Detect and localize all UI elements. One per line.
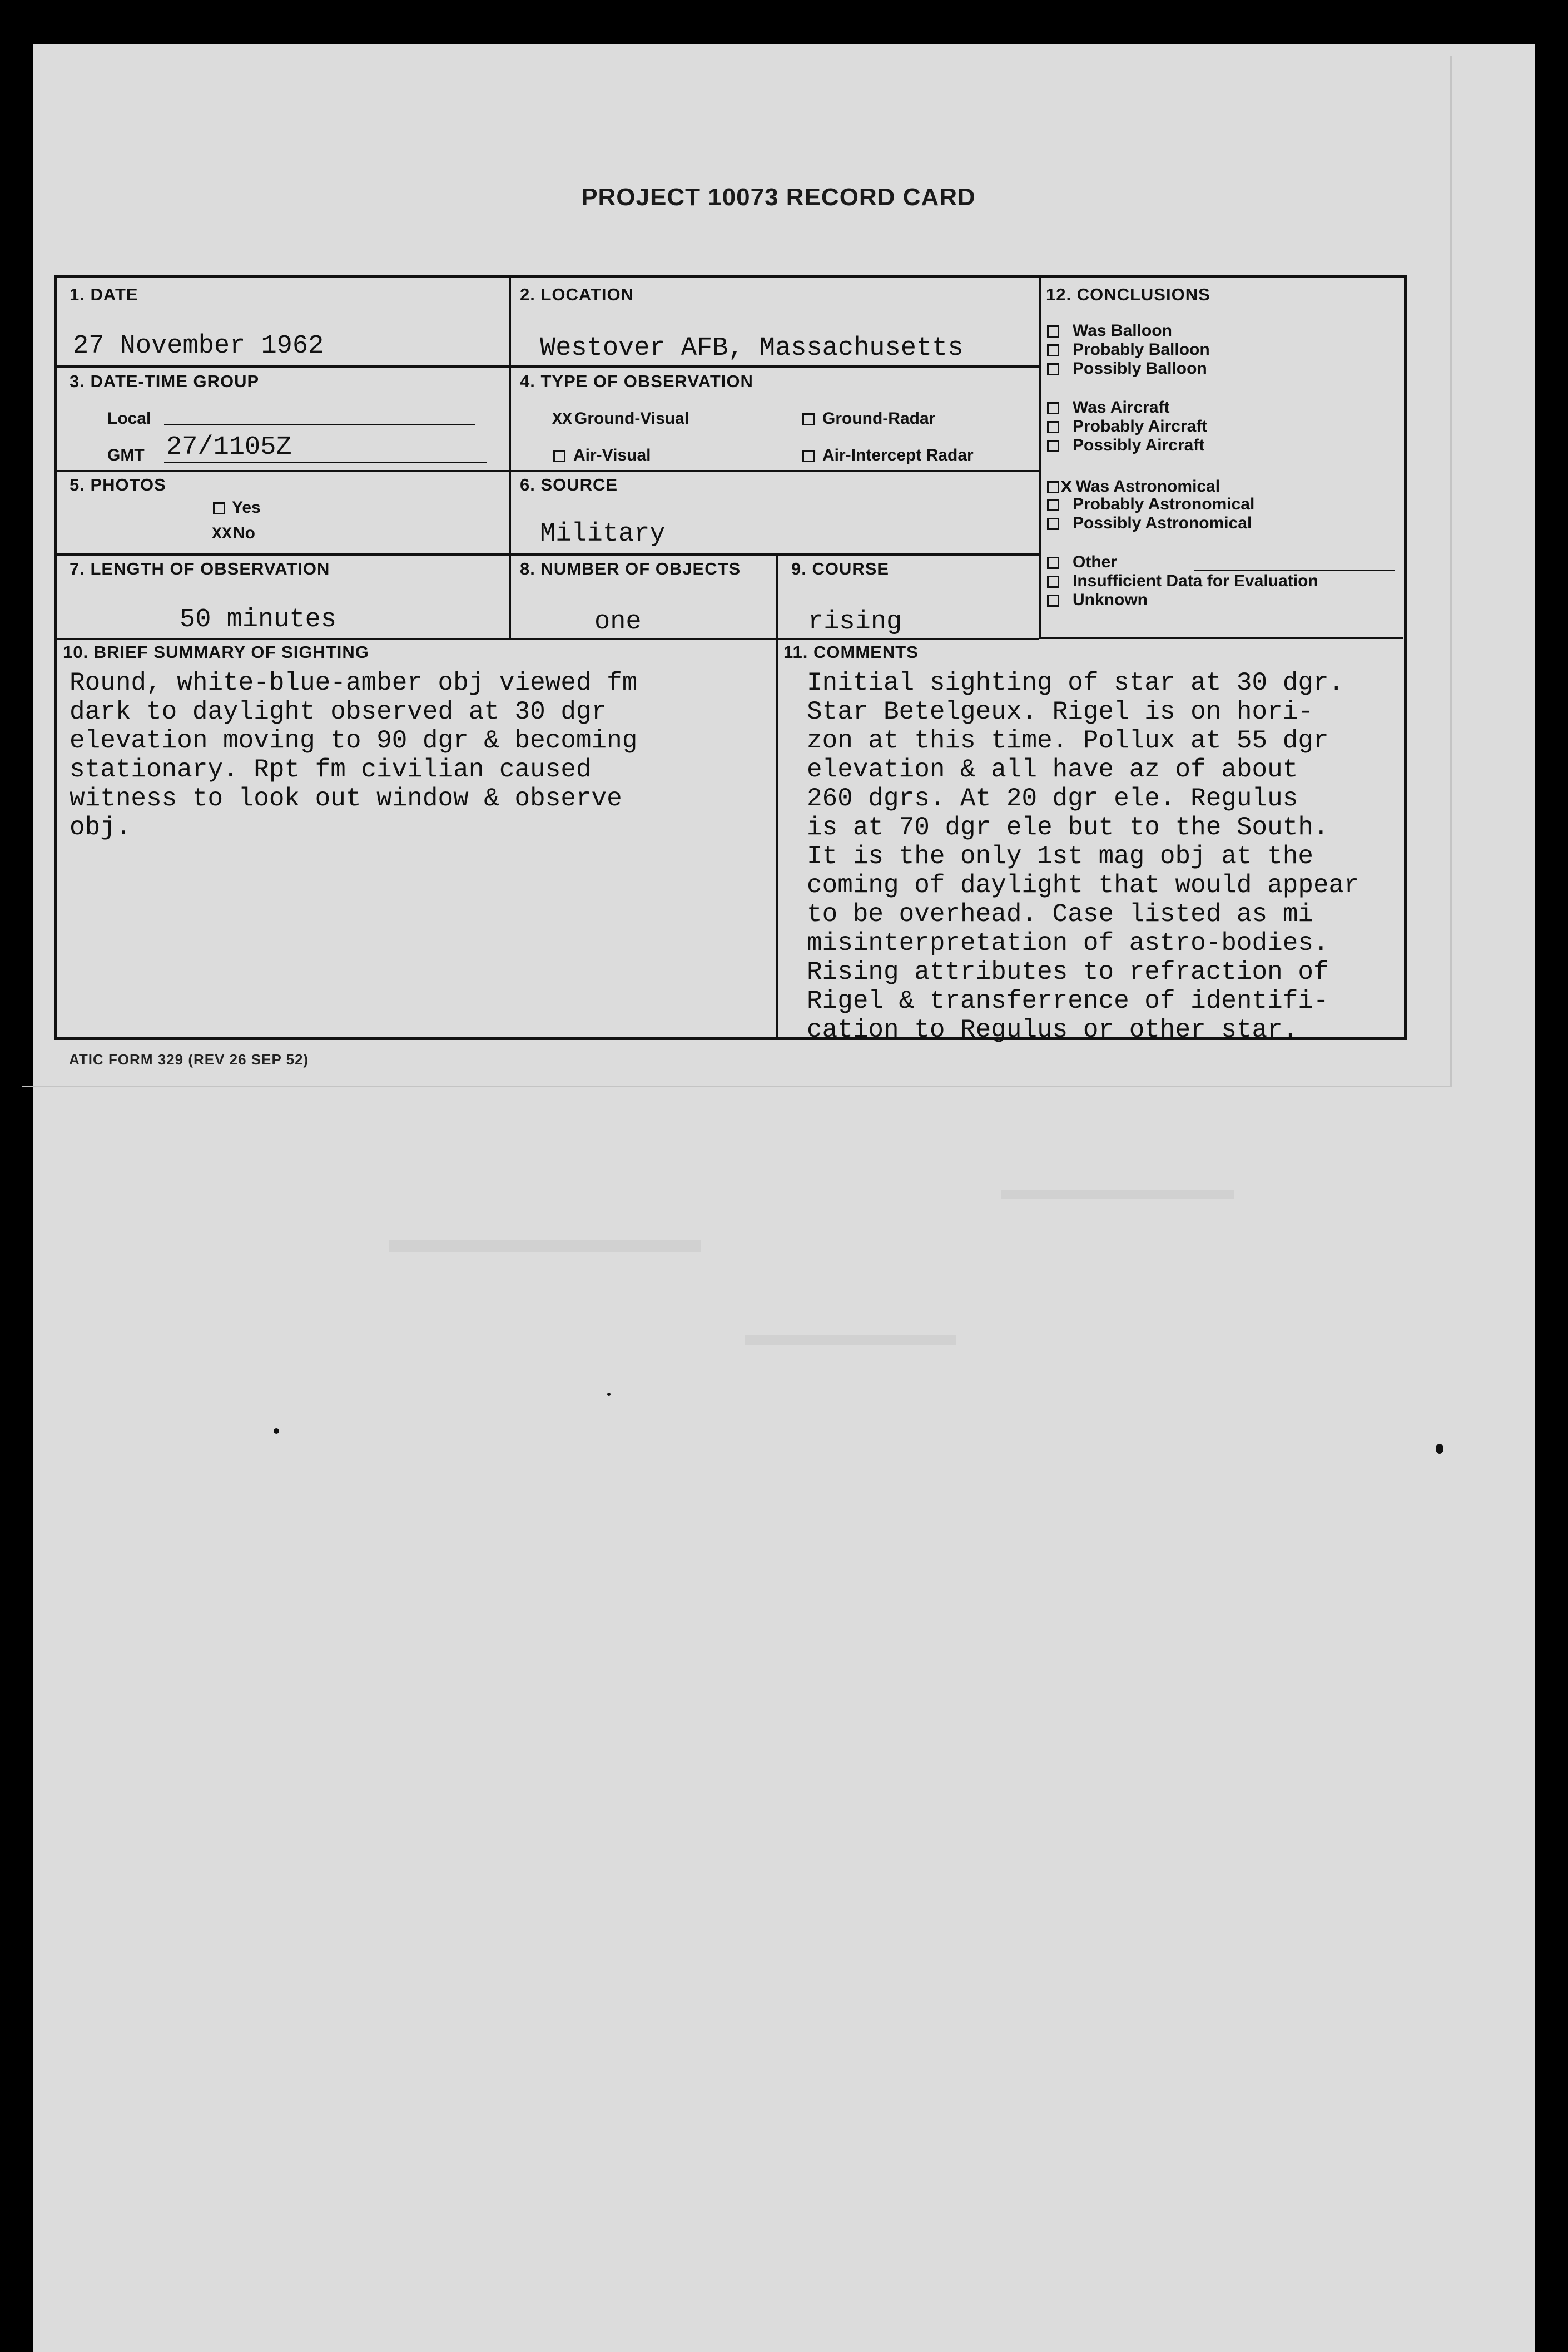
checkbox-icon [1047,344,1059,356]
comments-line: Rigel & transferrence of identifi- [807,987,1329,1016]
summary-line: dark to daylight observed at 30 dgr [70,697,607,726]
checkbox-icon [1047,325,1059,338]
comments-line: Rising attributes to refraction of [807,958,1329,987]
checkbox-icon [1047,402,1059,414]
summary-line: witness to look out window & observe [70,784,622,813]
course-label: 9. COURSE [791,559,890,578]
checkbox-icon [802,413,815,425]
conclusions-label: 12. CONCLUSIONS [1046,285,1210,304]
conclusion-text: Probably Astronomical [1073,495,1255,513]
length-value: 50 minutes [180,605,337,635]
air-visual-text: Air-Visual [573,446,651,464]
checkbox-icon [1047,595,1059,607]
dtg-local-line [164,424,475,425]
option-ground-radar [802,409,935,428]
date-value: 27 November 1962 [73,331,324,361]
conclusion-was-astronomical [1047,475,1220,498]
summary-line: stationary. Rpt fm civilian caused [70,755,592,784]
checkbox-icon [802,450,815,462]
comments-line: cation to Regulus or other star. [807,1016,1298,1044]
comments-line: 260 dgrs. At 20 dgr ele. Regulus [807,784,1298,813]
conclusion-text: Was Balloon [1073,321,1172,340]
option-air-intercept [802,446,974,465]
scan-smudge [1001,1190,1234,1199]
option-air-visual [553,446,651,465]
comments-line: is at 70 dgr ele but to the South. [807,813,1329,842]
conclusion-text: Was Astronomical [1075,477,1220,496]
conclusion-probably-balloon [1047,340,1210,359]
course-value: rising [808,607,902,637]
dtg-gmt-label: GMT [107,446,145,464]
divider [509,278,511,638]
conclusion-text: Other [1073,553,1118,571]
conclusion-text: Unknown [1073,591,1148,609]
checkbox-icon [1047,499,1059,511]
divider [776,553,778,638]
objects-value: one [594,607,642,637]
comments-line: It is the only 1st mag obj at the [807,842,1313,871]
checkbox-icon [553,450,565,462]
summary-line: elevation moving to 90 dgr & becoming [70,726,638,755]
comments-line: misinterpretation of astro-bodies. [807,929,1329,958]
scan-smudge [389,1240,701,1252]
divider [1039,637,1403,639]
divider [57,365,1039,368]
other-line [1194,570,1395,571]
checkbox-icon [1047,576,1059,588]
comments-line: Star Betelgeux. Rigel is on hori- [807,697,1313,726]
divider [1039,278,1041,637]
comments-line: elevation & all have az of about [807,755,1298,784]
comments-text [807,669,1359,1044]
checkbox-icon [1047,481,1059,493]
conclusion-text: Possibly Aircraft [1073,436,1205,454]
conclusion-text: Probably Balloon [1073,340,1210,359]
conclusion-was-balloon [1047,321,1172,340]
comments-line: coming of daylight that would appear [807,871,1359,900]
conclusion-other [1047,553,1117,572]
ground-radar-text: Ground-Radar [822,409,936,428]
conclusion-probably-aircraft [1047,417,1207,436]
air-intercept-text: Air-Intercept Radar [822,446,974,464]
date-label: 1. DATE [70,285,138,304]
location-label: 2. LOCATION [520,285,634,304]
divider [57,470,1039,472]
conclusion-possibly-aircraft [1047,436,1204,455]
length-label: 7. LENGTH OF OBSERVATION [70,559,330,578]
conclusion-text: Insufficient Data for Evaluation [1073,572,1318,590]
source-value: Military [540,519,666,549]
checkbox-icon [213,502,225,514]
scan-speck [274,1428,279,1434]
dtg-gmt-line [164,462,487,463]
conclusion-possibly-astronomical [1047,514,1252,533]
photos-no-text: No [233,524,256,542]
conclusion-possibly-balloon [1047,359,1207,378]
checkbox-icon [1047,421,1059,433]
comments-line: to be overhead. Case listed as mi [807,900,1313,929]
location-value: Westover AFB, Massachusetts [540,334,964,363]
conclusion-probably-astronomical [1047,495,1254,514]
comments-line: zon at this time. Pollux at 55 dgr [807,726,1329,755]
option-photos-no [212,524,255,544]
comments-line: Initial sighting of star at 30 dgr. [807,669,1344,697]
summary-text [70,669,637,842]
checkbox-icon [1047,557,1059,569]
record-card-form [54,275,1407,1044]
card-title: PROJECT 10073 RECORD CARD [581,184,976,211]
conclusion-text: Possibly Balloon [1073,359,1207,378]
summary-line: obj. [70,813,131,842]
observation-type-label: 4. TYPE OF OBSERVATION [520,372,753,391]
ground-visual-text: Ground-Visual [574,409,689,428]
dtg-local-label: Local [107,409,151,428]
option-photos-yes [213,498,261,517]
divider [57,638,1039,640]
photos-label: 5. PHOTOS [70,475,166,494]
checkbox-icon [1047,518,1059,530]
checkbox-icon [1047,440,1059,452]
dtg-label: 3. DATE-TIME GROUP [70,372,260,391]
scan-speck [1436,1444,1443,1454]
scan-speck [607,1393,611,1396]
objects-label: 8. NUMBER OF OBJECTS [520,559,741,578]
photos-no-mark: XX [212,525,232,544]
divider [57,553,1039,556]
comments-label: 11. COMMENTS [783,642,919,662]
conclusion-was-aircraft [1047,398,1170,417]
source-label: 6. SOURCE [520,475,618,494]
conclusion-insufficient [1047,572,1318,591]
conclusion-text: Possibly Astronomical [1073,514,1252,532]
conclusion-unknown [1047,591,1148,610]
summary-line: Round, white-blue-amber obj viewed fm [70,669,638,697]
photos-yes-text: Yes [232,498,261,517]
conclusion-text: Was Aircraft [1073,398,1170,417]
dtg-gmt-value: 27/1105Z [166,433,292,462]
conclusion-text: Probably Aircraft [1073,417,1208,435]
astronomical-check-mark: x [1060,475,1073,498]
checkbox-icon [1047,363,1059,375]
scan-smudge [745,1335,956,1345]
option-ground-visual [552,409,689,429]
summary-label: 10. BRIEF SUMMARY OF SIGHTING [63,642,369,662]
ground-visual-mark: XX [552,410,573,429]
form-number: ATIC FORM 329 (REV 26 SEP 52) [69,1051,309,1068]
